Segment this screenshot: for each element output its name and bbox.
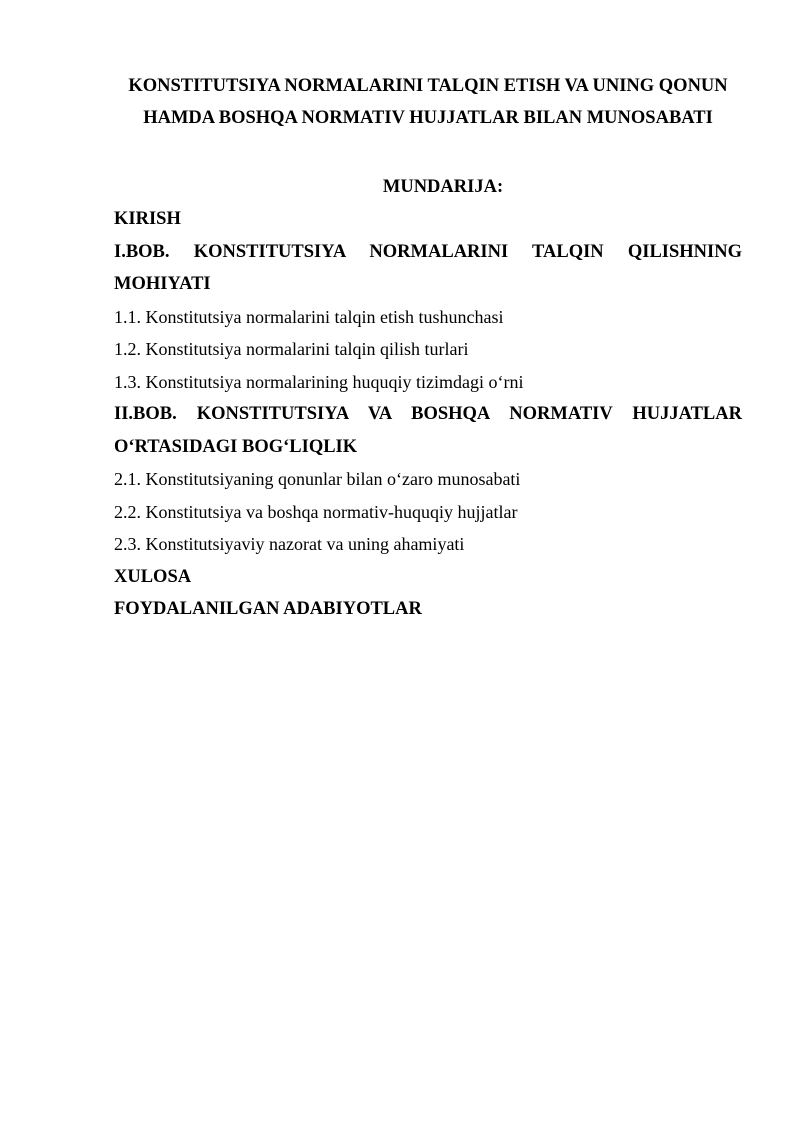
table-of-contents [114,203,742,626]
toc-item-introduction: KIRISH [114,209,181,229]
toc-item-conclusion: XULOSA [114,566,192,587]
toc-item-chapter-1: I.BOB. KONSTITUTSIYA NORMALARINI TALQIN QILISHNING [114,241,742,262]
toc-item-section-2-3: 2.3. Konstitutsiyaviy nazorat va uning ahamiyati [114,534,465,554]
toc-item-section-1-2: 1.2. Konstitutsiya normalarini talqin qilish turlari [114,339,469,359]
toc-item-references: FOYDALANILGAN ADABIYOTLAR [114,599,422,619]
toc-item-chapter-2-continued: O‘RTASIDAGI BOG‘LIQLIK [114,436,358,457]
toc-item-section-2-2: 2.2. Konstitutsiya va boshqa normativ-huquqiy hujjatlar [114,501,518,522]
toc-heading: MUNDARIJA: [382,177,504,197]
toc-item-section-1-1: 1.1. Konstitutsiya normalarini talqin etish tushunchasi [114,306,504,327]
document-title-line-1: KONSTITUTSIYA NORMALARINI TALQIN ETISH VA UNING QONUN [128,76,728,96]
document-page [114,70,742,626]
document-title-line-2: HAMDA BOSHQA NORMATIV HUJJATLAR BILAN MUNOSABATI [143,108,713,128]
toc-item-chapter-2: II.BOB. KONSTITUTSIYA VA BOSHQA NORMATIV HUJJATLAR [114,404,742,424]
toc-item-section-2-1: 2.1. Konstitutsiyaning qonunlar bilan o‘zaro munosabati [114,469,521,489]
toc-item-chapter-1-continued: MOHIYATI [114,274,211,294]
toc-item-section-1-3: 1.3. Konstitutsiya normalarining huquqiy tizimdagi o‘rni [114,371,524,392]
document-title [114,70,742,134]
